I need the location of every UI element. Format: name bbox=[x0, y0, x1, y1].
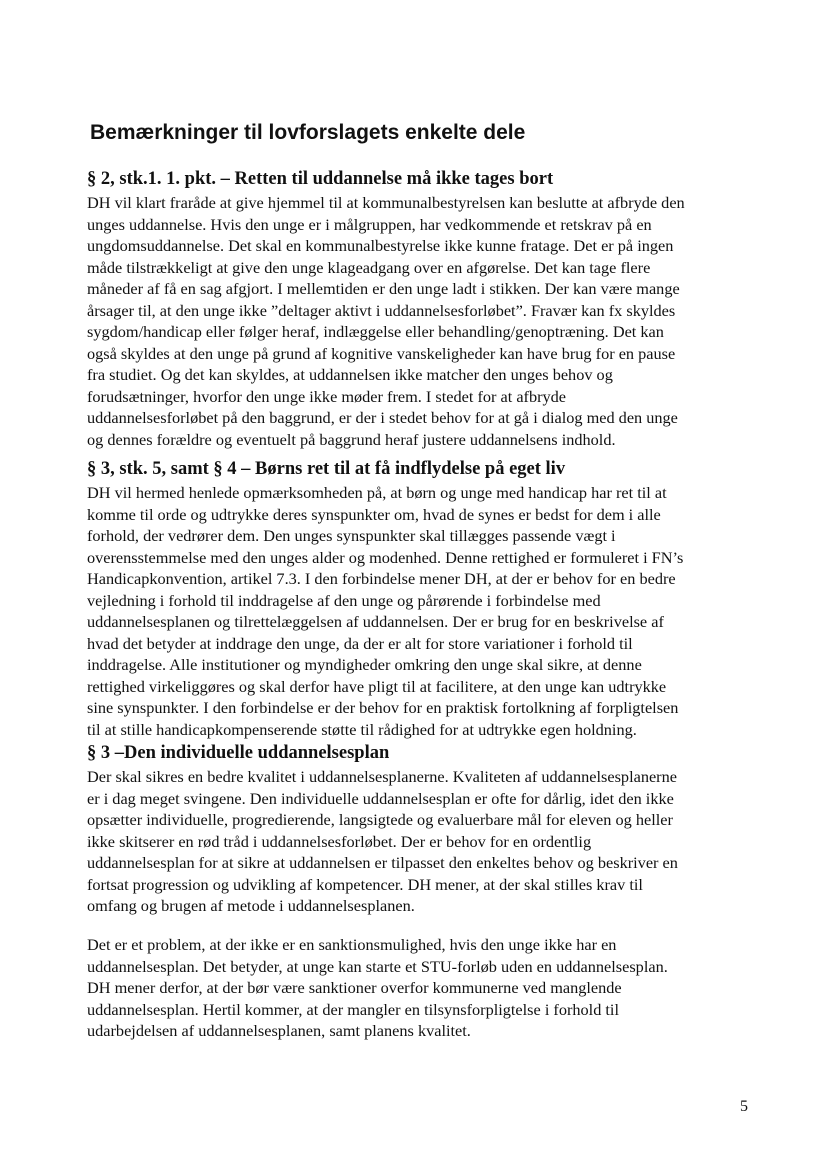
text-line: uddannelsesplan for at sikre at uddannelsen er tilpasset den enkeltes behov og beskriver en bbox=[87, 853, 678, 872]
page-title: Bemærkninger til lovforslagets enkelte dele bbox=[90, 121, 526, 144]
page-number: 5 bbox=[740, 1098, 748, 1115]
text-line: forhold, der vedrører dem. Den unges synspunkter skal tillægges passende vægt i bbox=[87, 526, 616, 545]
text-line: årsager til, at den unge ikke ”deltager aktivt i uddannelsesforløbet”. Fravær kan fx skyldes bbox=[87, 300, 676, 320]
text-line: komme til orde og udtrykke deres synspunkter om, hvad de synes er bedst for dem i alle bbox=[87, 504, 661, 524]
text-line: og dennes forældre og eventuelt på baggrund heraf justere uddannelsens indhold. bbox=[87, 429, 616, 449]
text-line: omfang og brugen af metode i uddannelsesplanen. bbox=[87, 896, 415, 915]
text-line: rettighed virkeliggøres og skal derfor have pligt til at facilitere, at den unge kan udtrykke bbox=[87, 676, 667, 696]
text-line: udarbejdelsen af uddannelsesplanen, samt planens kvalitet. bbox=[87, 1021, 471, 1040]
section-boerns-ret bbox=[87, 456, 777, 740]
text-line: sine synspunkter. I den forbindelse er der behov for en praktisk fortolkning af forpligtelsen bbox=[87, 698, 679, 717]
text-line: Der skal sikres en bedre kvalitet i uddannelsesplanerne. Kvaliteten af uddannelsesplanerne bbox=[87, 767, 677, 786]
text-line: opsætter individuelle, progredierende, langsigtede og evaluerbare mål for eleven og heller bbox=[87, 810, 673, 829]
text-line: DH vil klart fraråde at give hjemmel til at kommunalbestyrelsen kan beslutte at afbryde den bbox=[87, 193, 685, 212]
section-paragraph-sanktion bbox=[87, 934, 777, 1042]
text-line: til at stille handicapkompenserende støtte til rådighed for at udtrykke egen holdning. bbox=[87, 719, 637, 739]
text-line: DH mener derfor, at der bør være sanktioner overfor kommunerne ved manglende bbox=[87, 978, 622, 997]
section-heading: § 3, stk. 5, samt § 4 – Børns ret til at få indflydelse på eget liv bbox=[87, 459, 566, 479]
text-line: inddragelse. Alle institutioner og myndigheder omkring den unge skal sikre, at denne bbox=[87, 655, 642, 674]
section-retten-til-uddannelse bbox=[87, 166, 777, 450]
text-line: unges uddannelse. Hvis den unge er i målgruppen, har vedkommende et retskrav på en bbox=[87, 214, 652, 234]
text-line: uddannelsesforløbet på den baggrund, er der i stedet behov for at gå i dialog med den unge bbox=[87, 408, 678, 427]
section-paragraph bbox=[87, 766, 777, 917]
text-line: Det er et problem, at der ikke er en sanktionsmulighed, hvis den unge ikke har en bbox=[87, 935, 617, 954]
text-line: Handicapkonvention, artikel 7.3. I den forbindelse mener DH, at der er behov for en bedre bbox=[87, 569, 676, 588]
text-line: forudsætninger, hvorfor den unge ikke møder frem. I stedet for at afbryde bbox=[87, 386, 567, 406]
text-line: uddannelsesplan. Det betyder, at unge kan starte et STU-forløb uden en uddannelsesplan. bbox=[87, 956, 668, 976]
section-uddannelsesplan bbox=[87, 740, 777, 917]
section-paragraph bbox=[87, 482, 777, 740]
text-line: er i dag meget svingene. Den individuelle uddannelsesplan er ofte for dårlig, idet den ikke bbox=[87, 788, 674, 808]
text-line: hvad det betyder at inddrage den unge, da der er alt for store variationer i forhold til bbox=[87, 633, 633, 653]
text-line: fortsat progression og udvikling af kompetencer. DH mener, at der skal stilles krav til bbox=[87, 874, 643, 894]
text-line: vejledning i forhold til inddragelse af den unge og pårørende i forbindelse med bbox=[87, 590, 601, 610]
text-line: fra studiet. Og det kan skyldes, at uddannelsen ikke matcher den unges behov og bbox=[87, 365, 613, 384]
text-line: ungdomsuddannelse. Det skal en kommunalbestyrelse ikke kunne fratage. Det er på ingen bbox=[87, 236, 674, 255]
text-line: også skyldes at den unge på grund af kognitive vanskeligheder kan have brug for en pause bbox=[87, 343, 676, 363]
section-paragraph bbox=[87, 192, 777, 450]
section-heading: § 3 –Den individuelle uddannelsesplan bbox=[87, 743, 390, 763]
text-line: DH vil hermed henlede opmærksomheden på, at børn og unge med handicap har ret til at bbox=[87, 483, 667, 502]
text-line: overensstemmelse med den unges alder og modenhed. Denne rettighed er formuleret i FN’s bbox=[87, 547, 684, 567]
text-line: sygdom/handicap eller følger heraf, indlæggelse eller behandling/genoptræning. Det kan bbox=[87, 322, 664, 341]
text-line: uddannelsesplan. Hertil kommer, at der mangler en tilsynsforpligtelse i forhold til bbox=[87, 999, 619, 1019]
text-line: ikke skitserer en rød tråd i uddannelsesforløbet. Der er behov for en ordentlig bbox=[87, 831, 592, 851]
text-line: måde tilstrækkeligt at give den unge klageadgang over en afgørelse. Det kan tage flere bbox=[87, 257, 651, 277]
text-line: måneder af få en sag afgjort. I mellemtiden er den unge ladt i stikken. Der kan være mange bbox=[87, 279, 680, 298]
section-heading: § 2, stk.1. 1. pkt. – Retten til uddannelse må ikke tages bort bbox=[87, 169, 554, 189]
text-line: uddannelsesplanen og tilrettelæggelsen af uddannelsen. Der er brug for en beskrivelse af bbox=[87, 612, 664, 631]
